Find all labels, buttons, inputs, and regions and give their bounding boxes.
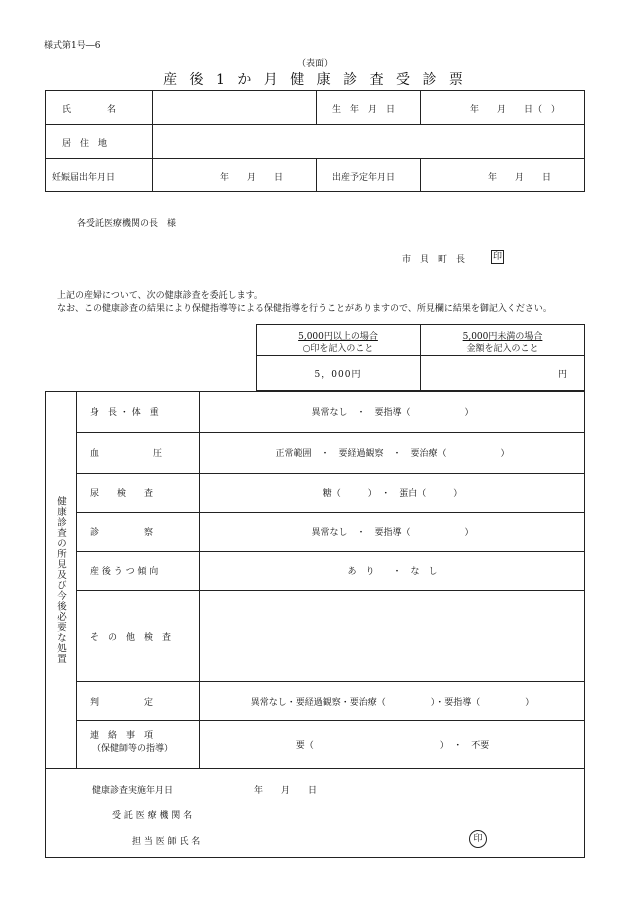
- row-value-examination[interactable]: 異常なし ・ 要指導（ ）: [311, 528, 474, 538]
- fee-col2-value[interactable]: 円: [558, 370, 568, 380]
- row-label-blood-pressure: 血 圧: [90, 449, 163, 459]
- exam-date-label: 健康診査実施年月日: [92, 786, 174, 796]
- issuer-seal: 印: [493, 252, 503, 262]
- request-line-2: なお、この健康診査の結果により保健指導等による保健指導を行うことがありますので、所見欄に結果を御記入ください。: [57, 304, 552, 314]
- addressee: 各受託医療機関の長 様: [77, 219, 177, 229]
- row-label-examination: 診 察: [90, 528, 154, 538]
- row-value-postpartum-depression[interactable]: あ り ・ な し: [347, 567, 438, 577]
- row-value-urine-test[interactable]: 糖（ ） ・ 蛋白（ ）: [322, 489, 463, 499]
- request-line-1: 上記の産婦について、次の健康診査を委託します。: [57, 291, 263, 301]
- fee-col1-header: 5,000円以上の場合: [298, 332, 378, 342]
- due-date-value[interactable]: 年 月 日: [488, 173, 552, 183]
- issuer: 市 貝 町 長: [402, 255, 466, 265]
- row-label-other-tests: そ の 他 検 査: [90, 633, 172, 643]
- due-date-label: 出産予定年月日: [332, 173, 396, 183]
- dob-label: 生 年 月 日: [332, 105, 396, 115]
- row-value-contact[interactable]: 要（ ） ・ 不要: [295, 741, 490, 751]
- row-value-judgement[interactable]: 異常なし・要経過観察・要治療（ ）・要指導（ ）: [250, 698, 535, 708]
- row-value-other-tests[interactable]: [200, 592, 584, 680]
- findings-side-label: 健康診査の所見及び今後必要な処置: [55, 496, 66, 664]
- fee-col1-value[interactable]: 5，000円: [314, 370, 362, 380]
- address-label: 居 住 地: [62, 139, 108, 149]
- name-label: 氏 名: [62, 105, 117, 115]
- row-label-contact-sub: （保健師等の指導）: [92, 744, 174, 754]
- pregnancy-date-value[interactable]: 年 月 日: [220, 173, 284, 183]
- row-label-height-weight: 身 長 ・ 体 重: [90, 408, 159, 418]
- row-label-postpartum-depression: 産 後 う つ 傾 向: [90, 567, 159, 577]
- exam-date-value[interactable]: 年 月 日: [254, 786, 318, 796]
- row-label-urine-test: 尿 検 査: [90, 489, 154, 499]
- doctor-label: 担 当 医 師 氏 名: [132, 837, 201, 847]
- row-label-contact: 連 絡 事 項: [90, 731, 154, 741]
- address-field[interactable]: [153, 125, 583, 157]
- fee-col2-sub: 金額を記入のこと: [466, 344, 539, 354]
- name-field[interactable]: [153, 91, 315, 123]
- fee-col1-sub: ○印を記入のこと: [302, 344, 374, 354]
- fee-col2-header: 5,000円未満の場合: [462, 332, 543, 342]
- row-label-judgement: 判 定: [90, 698, 154, 708]
- row-value-height-weight[interactable]: 異常なし ・ 要指導（ ）: [311, 408, 474, 418]
- form-code: 様式第1号―6: [44, 41, 101, 51]
- doctor-seal: 印: [469, 830, 487, 848]
- row-value-blood-pressure[interactable]: 正常範囲 ・ 要経過観察 ・ 要治療（ ）: [275, 449, 510, 459]
- side-label: （表面）: [296, 59, 333, 69]
- pregnancy-date-label: 妊娠届出年月日: [52, 173, 116, 183]
- dob-value[interactable]: 年 月 日（ ）: [470, 105, 561, 115]
- page-title: 産 後 1 か 月 健 康 診 査 受 診 票: [163, 72, 467, 88]
- institution-label: 受 託 医 療 機 関 名: [112, 811, 193, 821]
